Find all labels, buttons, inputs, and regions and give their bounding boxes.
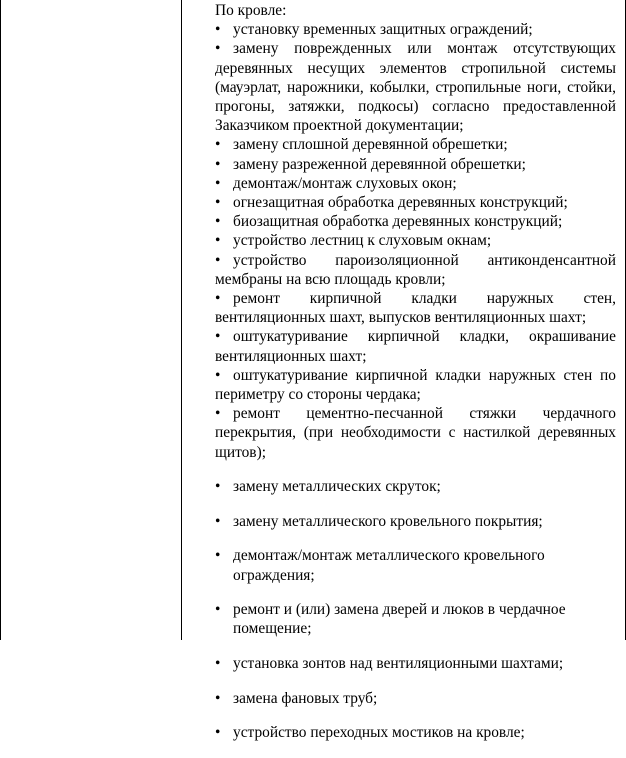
list-item: • оштукатуривание кирпичной кладки, окрашивание вентиляционных шахт; [215, 328, 616, 365]
bullet-icon: • [215, 689, 221, 707]
list-item: • оштукатуривание кирпичной кладки наружных стен по периметру со стороны чердака; [215, 366, 616, 404]
bullet-icon: • [215, 251, 221, 269]
bullet-icon: • [215, 174, 221, 192]
list-item: • ремонт и (или) замена дверей и люков в чердачное помещение; [215, 601, 566, 638]
bullet-icon: • [215, 724, 221, 742]
bullet-icon: • [215, 478, 221, 496]
list-item: • устройство пароизоляционной антиконденсантной мембраны на всю площадь кровли; [215, 251, 616, 288]
roof-works-heading: По кровле: [215, 2, 287, 19]
list-item: • ремонт цементно-песчанной стяжки чердачного перекрытия, (при необходимости с настилкой деревянных щитов); [215, 405, 616, 461]
bullet-icon: • [215, 366, 221, 384]
list-item: • установку временных защитных ограждений; [215, 21, 533, 39]
roof-works-cell [215, 1, 616, 758]
list-item: • огнезащитная обработка деревянных конструкций; [215, 194, 568, 212]
list-item: • устройство лестниц к слуховым окнам; [215, 232, 492, 250]
bullet-icon: • [215, 290, 221, 308]
list-item: • замену металлического кровельного покрытия; [215, 512, 543, 530]
bullet-icon: • [215, 155, 221, 173]
bullet-icon: • [215, 512, 221, 530]
list-item: • ремонт кирпичной кладки наружных стен, вентиляционных шахт, выпусков вентиляционных шахт; [215, 290, 616, 327]
bullet-icon: • [215, 213, 221, 231]
bullet-icon: • [215, 40, 221, 58]
bullet-icon: • [215, 328, 221, 346]
bullet-icon: • [215, 136, 221, 154]
bullet-icon: • [215, 232, 221, 250]
list-item: • замену металлических скруток; [215, 478, 441, 496]
list-item: • устройство переходных мостиков на кровле; [215, 724, 525, 742]
bullet-icon: • [215, 405, 221, 423]
list-item: • замену разреженной деревянной обрешетки; [215, 155, 526, 173]
bullet-icon: • [215, 655, 221, 673]
list-item: • замену сплошной деревянной обрешетки; [215, 136, 508, 154]
list-item: • демонтаж/монтаж металлического кровельного ограждения; [215, 547, 545, 584]
bullet-icon: • [215, 21, 221, 39]
list-item: • установка зонтов над вентиляционными шахтами; [215, 655, 564, 673]
bullet-icon: • [215, 547, 221, 565]
list-item: • замена фановых труб; [215, 689, 378, 707]
list-item: • замену поврежденных или монтаж отсутствующих деревянных несущих элементов стропильной системы (мауэрлат, нарожники, кобылки, стропильные ноги, стойки, прогоны, затяжки, подкосы) согласно предоставленной Заказчиком проектной документации; [215, 40, 616, 135]
list-item: • биозащитная обработка деревянных конструкций; [215, 213, 563, 231]
table-border-left [0, 0, 1, 640]
table-column-divider [181, 0, 182, 640]
list-item: • демонтаж/монтаж слуховых окон; [215, 174, 457, 192]
bullet-icon: • [215, 601, 221, 619]
bullet-icon: • [215, 194, 221, 212]
